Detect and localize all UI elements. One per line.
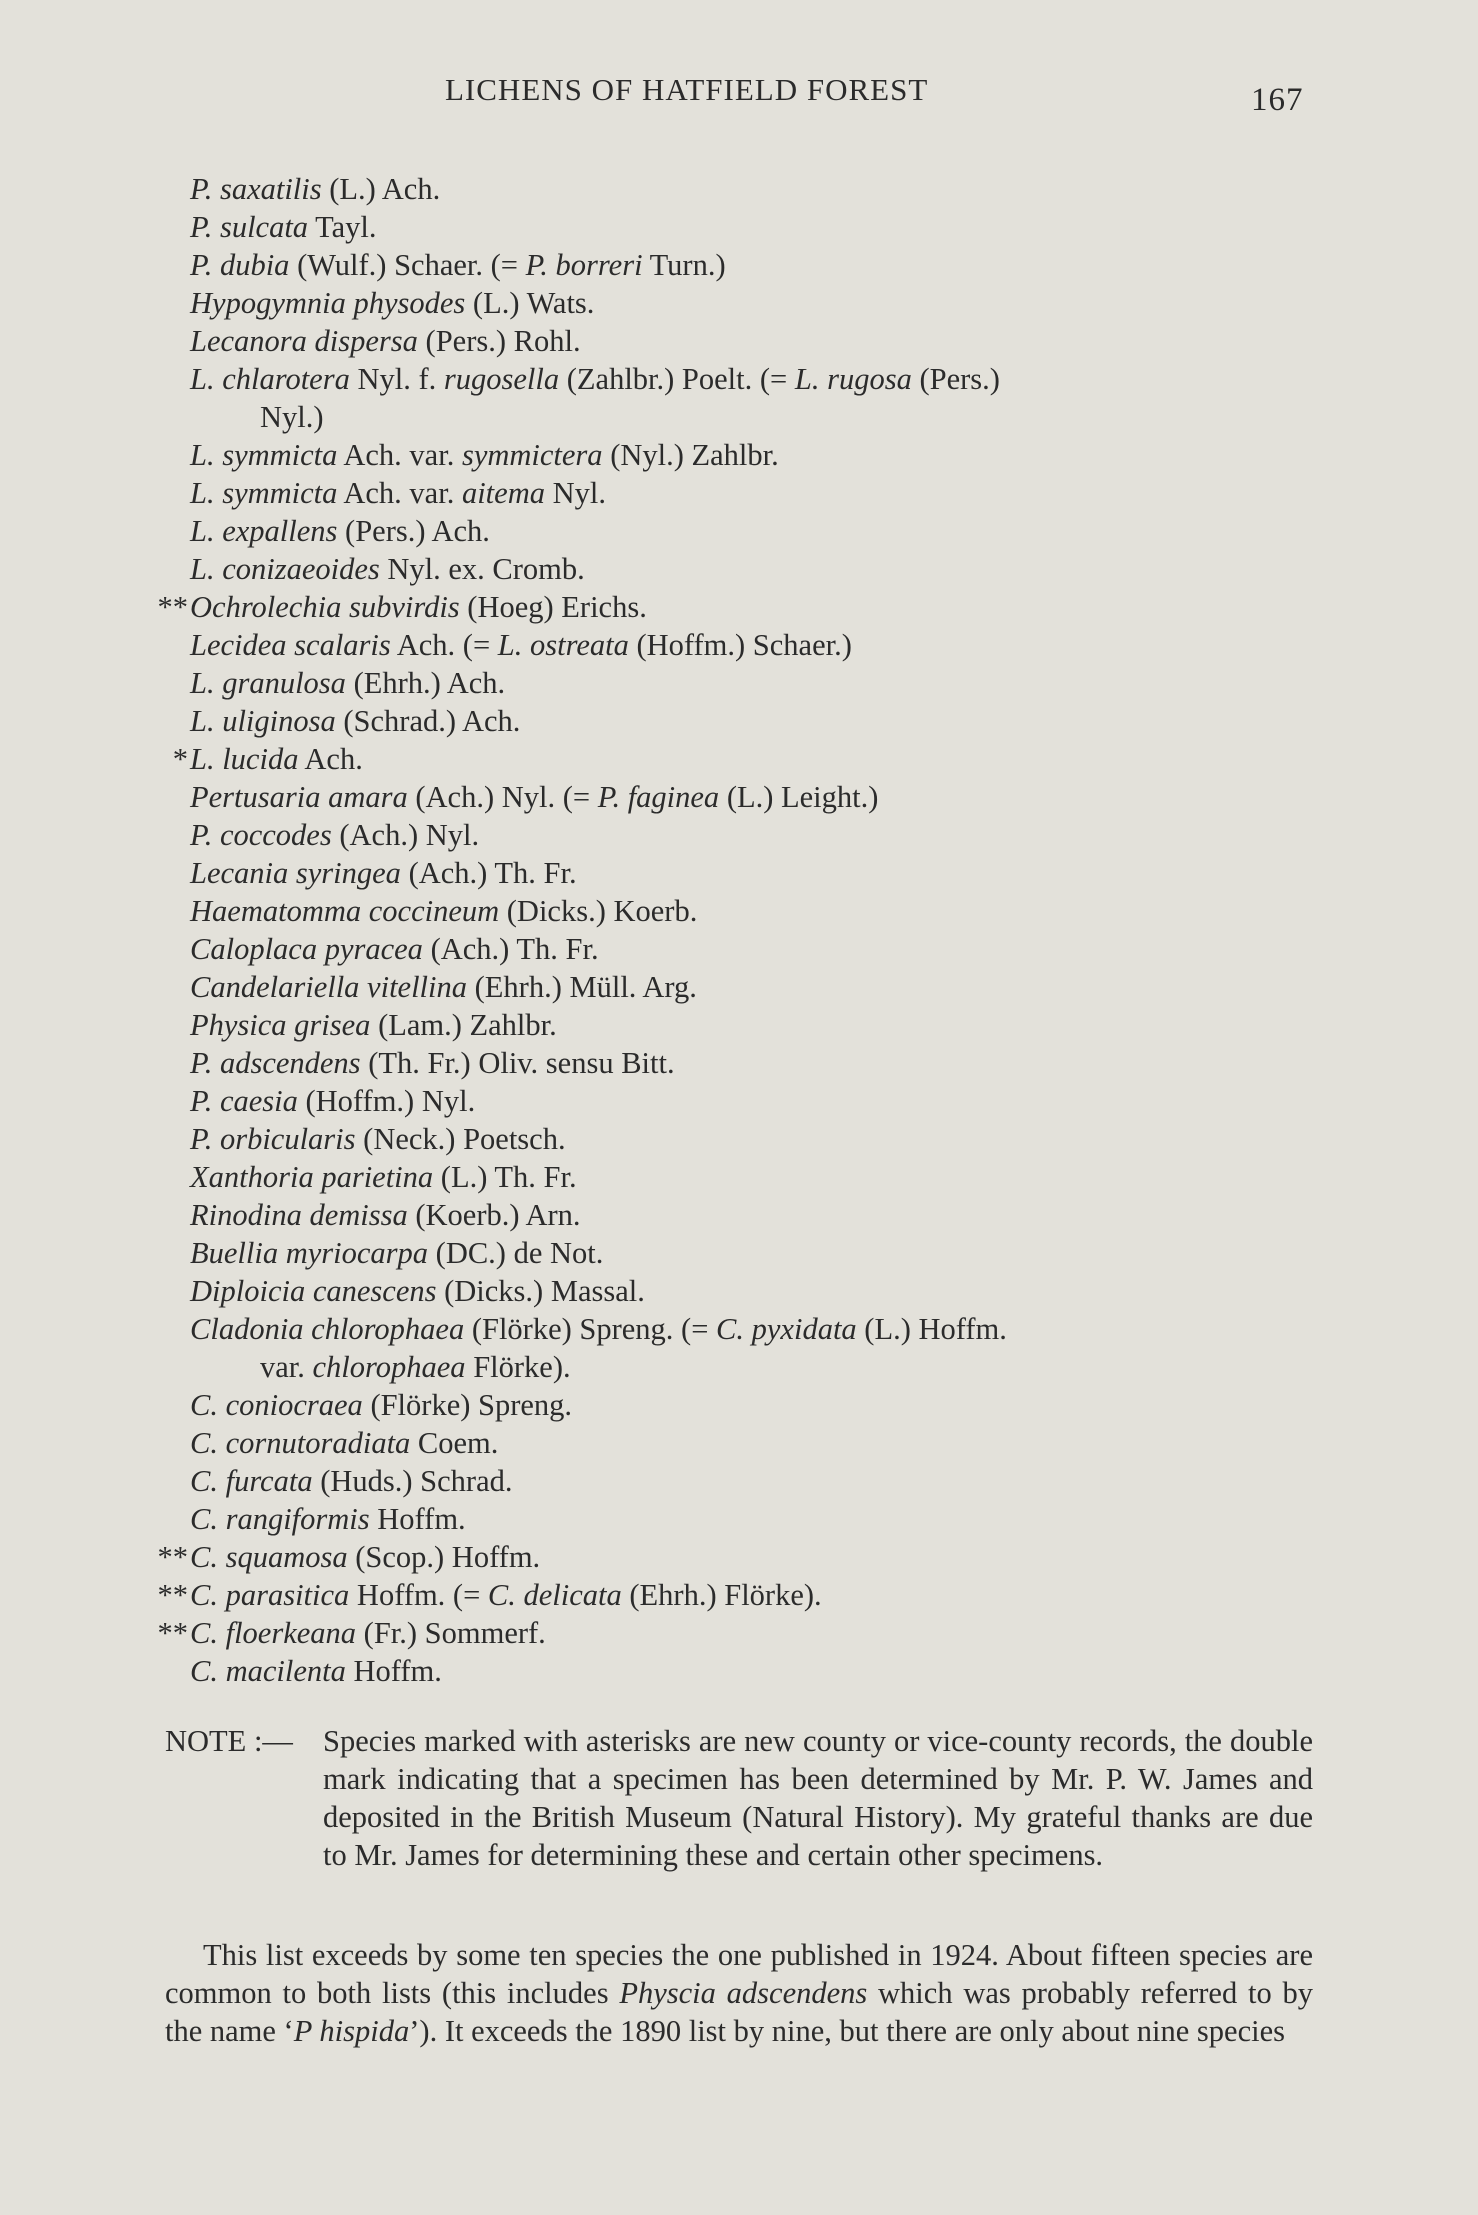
species-authority: Ach. (= bbox=[390, 628, 498, 662]
species-name: P. faginea bbox=[597, 780, 720, 814]
species-name: C. parasitica bbox=[190, 1578, 350, 1612]
species-authority: Nyl. bbox=[544, 476, 606, 510]
species-authority: Hoffm. (= bbox=[349, 1578, 488, 1612]
species-name: Lecania syringea bbox=[190, 856, 401, 890]
species-entry bbox=[190, 246, 1340, 284]
paragraph-text: This list exceeds by some ten species the one published in 1924. About fifteen species are common to both lists (this includes bbox=[165, 1938, 1313, 2010]
species-entry bbox=[190, 512, 1340, 550]
entry-continuation bbox=[260, 1348, 571, 1386]
species-name: L. ostreata bbox=[497, 628, 629, 662]
species-authority: (Lam.) Zahlbr. bbox=[370, 1008, 557, 1042]
species-authority: (Zahlbr.) Poelt. (= bbox=[559, 362, 795, 396]
continuation-text: Nyl.) bbox=[260, 400, 324, 434]
species-name: C. rangiformis bbox=[190, 1502, 370, 1536]
species-entry bbox=[190, 778, 1340, 816]
species-authority: (Ehrh.) Flörke). bbox=[621, 1578, 822, 1612]
species-authority: (Dicks.) Koerb. bbox=[499, 894, 698, 928]
species-entry bbox=[190, 1310, 1340, 1386]
species-authority: (Hoffm.) Schaer.) bbox=[628, 628, 852, 662]
species-name: Buellia myriocarpa bbox=[190, 1236, 429, 1270]
paragraph-italic: Physcia adscendens bbox=[619, 1976, 868, 2010]
species-entry bbox=[190, 1386, 1340, 1424]
species-authority: (Hoeg) Erichs. bbox=[459, 590, 647, 624]
asterisk-mark: ** bbox=[157, 1578, 188, 1612]
note-label: NOTE :— bbox=[165, 1724, 293, 1758]
species-name: Caloplaca pyracea bbox=[190, 932, 423, 966]
species-authority: (Ach.) Nyl. (= bbox=[407, 780, 598, 814]
note-text: Species marked with asterisks are new county or vice-county records, the double mark indicating that a specimen has been determined by Mr. P. W. James and deposited in the British Museum (Natural History). My grateful thanks are due to Mr. James for determining these and certain other specimens. bbox=[323, 1724, 1313, 1872]
species-authority: (L.) Wats. bbox=[465, 286, 595, 320]
species-authority: (Ach.) Th. Fr. bbox=[400, 856, 577, 890]
species-authority: (Flörke) Spreng. bbox=[362, 1388, 573, 1422]
species-entry bbox=[172, 740, 1340, 778]
species-name: Pertusaria amara bbox=[190, 780, 408, 814]
asterisk-mark: ** bbox=[157, 590, 188, 624]
species-authority: (Neck.) Poetsch. bbox=[355, 1122, 566, 1156]
species-name: P. orbicularis bbox=[190, 1122, 356, 1156]
species-name: C. delicata bbox=[487, 1578, 622, 1612]
species-authority: (Ach.) Nyl. bbox=[331, 818, 480, 852]
species-authority: Hoffm. bbox=[345, 1654, 442, 1688]
species-authority: (L.) Th. Fr. bbox=[433, 1160, 577, 1194]
species-entry bbox=[190, 626, 1340, 664]
species-authority: Ach. var. bbox=[337, 438, 462, 472]
species-entry bbox=[157, 1614, 1340, 1652]
species-name: P. dubia bbox=[190, 248, 290, 282]
species-entry bbox=[190, 170, 1340, 208]
species-name: Diploicia canescens bbox=[190, 1274, 437, 1308]
species-authority: (Ach.) Th. Fr. bbox=[422, 932, 599, 966]
species-name: P. saxatilis bbox=[190, 172, 322, 206]
species-name: Candelariella vitellina bbox=[190, 970, 468, 1004]
species-name: symmictera bbox=[461, 438, 603, 472]
continuation-text: var. bbox=[260, 1350, 313, 1384]
species-authority: (Huds.) Schrad. bbox=[312, 1464, 513, 1498]
species-name: L. lucida bbox=[190, 742, 299, 776]
species-entry bbox=[157, 1538, 1340, 1576]
asterisk-mark: ** bbox=[157, 1540, 188, 1574]
species-authority: Ach. bbox=[298, 742, 363, 776]
paragraph-italic: P hispida bbox=[293, 2014, 410, 2048]
species-authority: Tayl. bbox=[308, 210, 377, 244]
species-entry bbox=[190, 322, 1340, 360]
species-name: L. symmicta bbox=[190, 476, 338, 510]
species-list bbox=[157, 170, 1340, 1690]
species-name: Lecanora dispersa bbox=[190, 324, 418, 358]
note bbox=[165, 1722, 1313, 1874]
species-entry bbox=[157, 1576, 1340, 1614]
species-entry bbox=[190, 1158, 1340, 1196]
species-authority: (Fr.) Sommerf. bbox=[356, 1616, 546, 1650]
species-entry bbox=[190, 1652, 1340, 1690]
species-name: aitema bbox=[461, 476, 545, 510]
species-entry bbox=[190, 1120, 1340, 1158]
species-name: C. pyxidata bbox=[716, 1312, 857, 1346]
species-authority: (Flörke) Spreng. (= bbox=[464, 1312, 717, 1346]
species-name: L. granulosa bbox=[190, 666, 346, 700]
species-authority: (L.) Ach. bbox=[321, 172, 441, 206]
species-authority: Flörke). bbox=[465, 1350, 571, 1384]
species-name: C. cornutoradiata bbox=[190, 1426, 411, 1460]
species-authority: Nyl. f. bbox=[349, 362, 444, 396]
species-authority: (Ehrh.) Müll. Arg. bbox=[467, 970, 697, 1004]
asterisk-mark: ** bbox=[157, 1616, 188, 1650]
species-name: L. rugosa bbox=[794, 362, 912, 396]
species-name: L. expallens bbox=[190, 514, 338, 548]
species-name: Xanthoria parietina bbox=[190, 1160, 434, 1194]
species-name: P. borreri bbox=[525, 248, 643, 282]
species-authority: (Hoffm.) Nyl. bbox=[297, 1084, 476, 1118]
species-authority: Ach. var. bbox=[337, 476, 462, 510]
species-entry bbox=[190, 702, 1340, 740]
species-name: Rinodina demissa bbox=[190, 1198, 408, 1232]
species-name: Cladonia chlorophaea bbox=[190, 1312, 465, 1346]
species-name: Physica grisea bbox=[190, 1008, 371, 1042]
species-name: P. adscendens bbox=[190, 1046, 361, 1080]
species-name: chlorophaea bbox=[312, 1350, 466, 1384]
species-entry bbox=[190, 360, 1340, 436]
species-name: Lecidea scalaris bbox=[190, 628, 391, 662]
species-authority: (Dicks.) Massal. bbox=[436, 1274, 645, 1308]
species-authority: (Pers.) bbox=[911, 362, 1000, 396]
species-name: C. macilenta bbox=[190, 1654, 346, 1688]
page-number: 167 bbox=[1251, 82, 1304, 118]
species-name: C. floerkeana bbox=[190, 1616, 357, 1650]
species-authority: (L.) Leight.) bbox=[719, 780, 879, 814]
species-name: L. conizaeoides bbox=[190, 552, 380, 586]
species-entry bbox=[190, 436, 1340, 474]
species-name: Haematomma coccineum bbox=[190, 894, 500, 928]
running-title: LICHENS OF HATFIELD FOREST bbox=[445, 72, 929, 107]
species-authority: (Pers.) Ach. bbox=[337, 514, 490, 548]
species-name: C. squamosa bbox=[190, 1540, 348, 1574]
species-name: P. sulcata bbox=[190, 210, 309, 244]
species-entry bbox=[190, 1500, 1340, 1538]
species-entry bbox=[157, 588, 1340, 626]
species-authority: (Koerb.) Arn. bbox=[407, 1198, 581, 1232]
species-name: P. caesia bbox=[190, 1084, 298, 1118]
species-authority: (DC.) de Not. bbox=[428, 1236, 604, 1270]
species-entry bbox=[190, 1234, 1340, 1272]
species-authority: (Wulf.) Schaer. (= bbox=[289, 248, 526, 282]
species-name: L. symmicta bbox=[190, 438, 338, 472]
species-authority: (L.) Hoffm. bbox=[856, 1312, 1007, 1346]
species-authority: (Th. Fr.) Oliv. sensu Bitt. bbox=[360, 1046, 675, 1080]
species-entry bbox=[190, 208, 1340, 246]
entry-continuation bbox=[260, 398, 324, 436]
species-name: C. furcata bbox=[190, 1464, 313, 1498]
asterisk-mark: * bbox=[172, 742, 188, 776]
paragraph-text: ’). It exceeds the 1890 list by nine, but there are only about nine species bbox=[409, 2014, 1286, 2048]
species-authority: (Schrad.) Ach. bbox=[335, 704, 521, 738]
species-authority: (Scop.) Hoffm. bbox=[347, 1540, 541, 1574]
species-entry bbox=[190, 892, 1340, 930]
paragraph-text: which was probably referred to by the name ‘ bbox=[165, 1976, 1313, 2048]
species-authority: Nyl. ex. Cromb. bbox=[379, 552, 585, 586]
species-entry bbox=[190, 1196, 1340, 1234]
species-entry bbox=[190, 1044, 1340, 1082]
species-entry bbox=[190, 816, 1340, 854]
species-entry bbox=[190, 474, 1340, 512]
species-entry bbox=[190, 1424, 1340, 1462]
species-name: C. coniocraea bbox=[190, 1388, 363, 1422]
species-authority: Hoffm. bbox=[369, 1502, 466, 1536]
species-name: Ochrolechia subvirdis bbox=[190, 590, 460, 624]
species-authority: (Ehrh.) Ach. bbox=[345, 666, 506, 700]
species-name: rugosella bbox=[443, 362, 560, 396]
species-entry bbox=[190, 930, 1340, 968]
species-authority: Coem. bbox=[410, 1426, 499, 1460]
species-name: L. uliginosa bbox=[190, 704, 336, 738]
species-name: Hypogymnia physodes bbox=[190, 286, 466, 320]
species-entry bbox=[190, 1082, 1340, 1120]
body-paragraph bbox=[165, 1936, 1313, 2050]
species-entry bbox=[190, 1006, 1340, 1044]
species-entry bbox=[190, 550, 1340, 588]
species-authority: (Nyl.) Zahlbr. bbox=[602, 438, 779, 472]
species-entry bbox=[190, 854, 1340, 892]
species-entry bbox=[190, 1272, 1340, 1310]
species-entry bbox=[190, 284, 1340, 322]
species-name: L. chlarotera bbox=[190, 362, 350, 396]
species-entry bbox=[190, 968, 1340, 1006]
species-authority: (Pers.) Rohl. bbox=[417, 324, 581, 358]
species-authority: Turn.) bbox=[642, 248, 726, 282]
species-entry bbox=[190, 664, 1340, 702]
species-name: P. coccodes bbox=[190, 818, 332, 852]
species-entry bbox=[190, 1462, 1340, 1500]
